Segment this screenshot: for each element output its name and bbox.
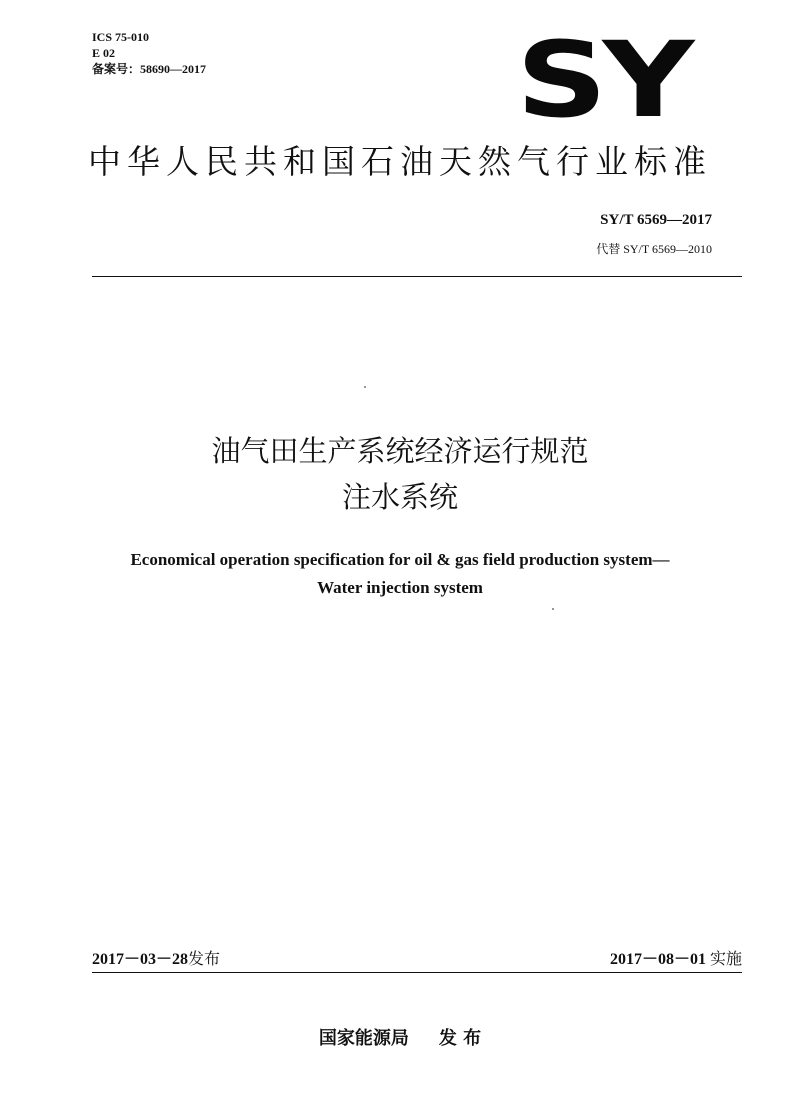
implement-date: 2017－08－01 xyxy=(609,951,706,968)
implement-label: 实施 xyxy=(709,949,742,968)
scan-speck xyxy=(552,608,554,610)
document-subtitle-cn: 注水系统 xyxy=(341,480,458,514)
implement-date-block xyxy=(610,946,742,969)
header-divider xyxy=(92,276,742,277)
issuer-block xyxy=(0,1024,800,1050)
category-code: E 02 xyxy=(92,46,116,60)
industry-standard-title: 中华人民共和国石油天然气行业标准 xyxy=(88,142,712,181)
standard-code: SY/T 6569—2017 xyxy=(600,212,712,228)
document-title-en: Economical operation specification for oil & gas field production system— xyxy=(130,550,670,569)
issuer-name: 国家能源局 xyxy=(318,1028,409,1049)
ics-code: ICS 75-010 xyxy=(92,30,150,44)
scan-speck xyxy=(364,386,366,388)
issue-date-block xyxy=(92,946,220,969)
issue-label: 发布 xyxy=(188,949,221,968)
issuer-action: 发 布 xyxy=(438,1028,482,1049)
record-number: 备案号：58690—2017 xyxy=(92,62,207,76)
document-title-cn: 油气田生产系统经济运行规范 xyxy=(211,434,589,468)
document-subtitle-en: Water injection system xyxy=(317,578,483,597)
sy-logo: SY xyxy=(516,19,690,141)
issue-date: 2017－03－28 xyxy=(92,951,189,968)
replaces-standard: 代替 SY/T 6569—2010 xyxy=(596,242,712,256)
footer-divider xyxy=(92,972,742,973)
